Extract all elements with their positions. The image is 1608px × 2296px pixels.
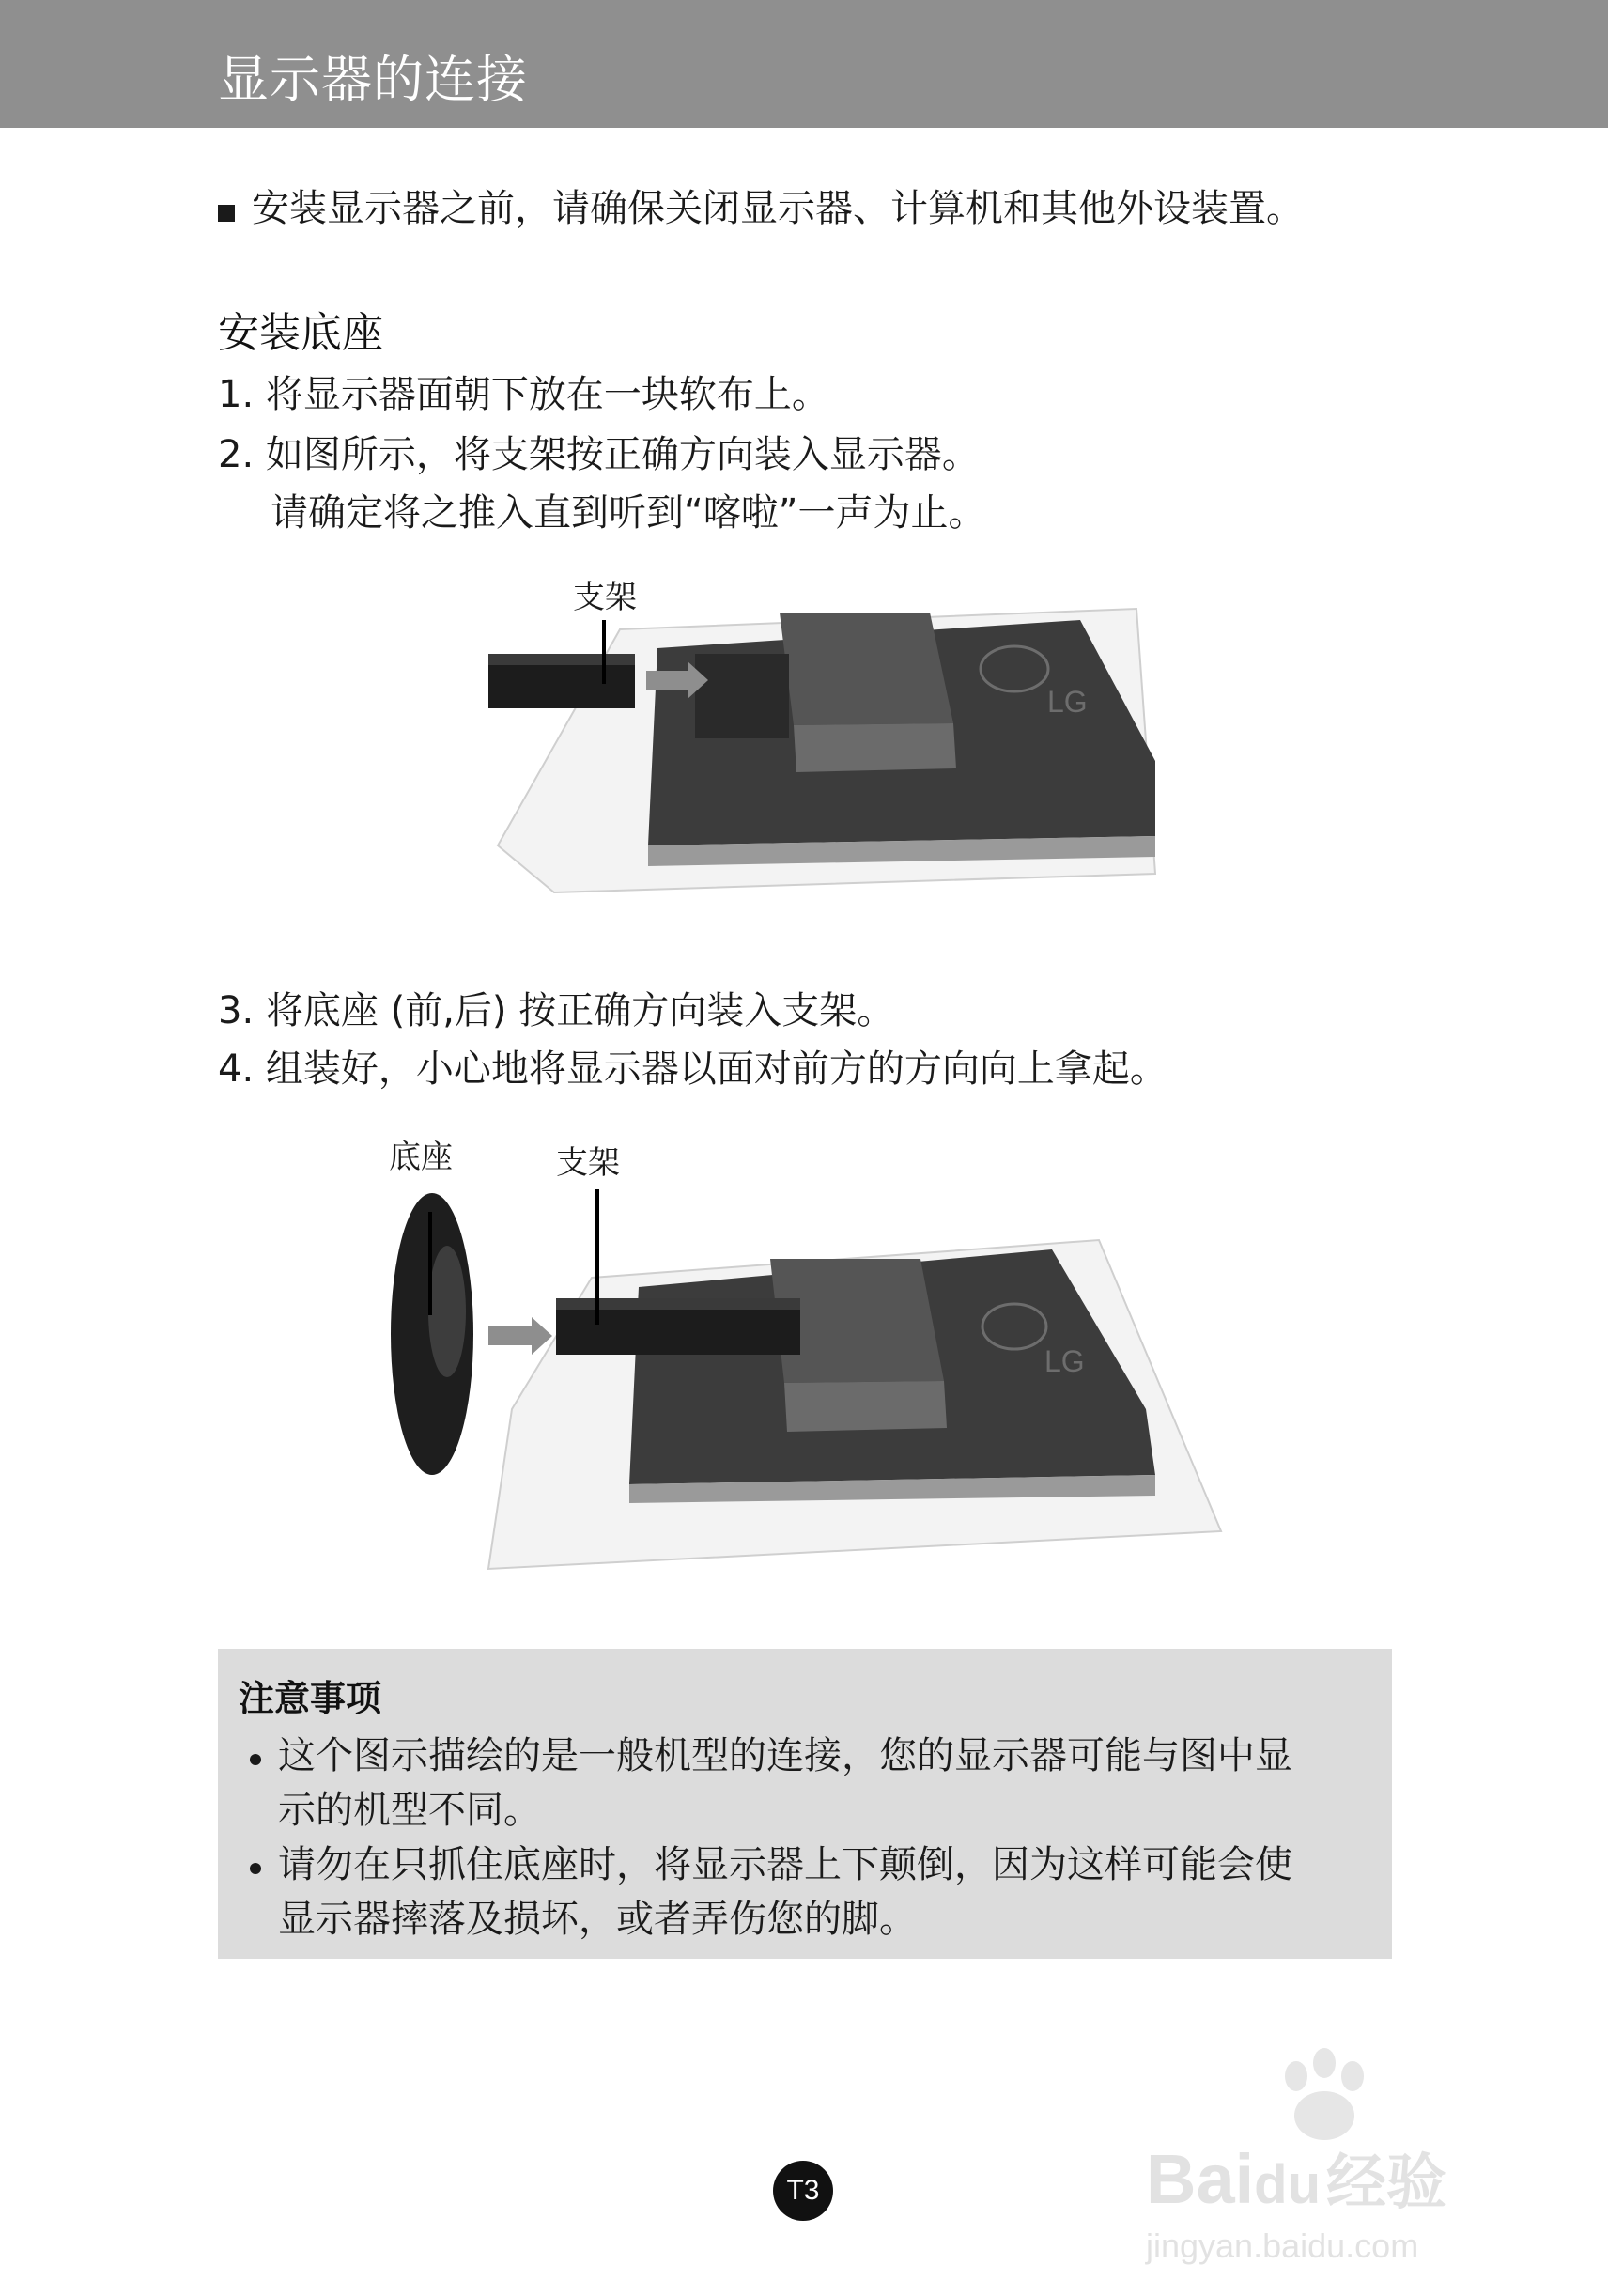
figure-base-install <box>376 1127 1230 1588</box>
lg-logo-2: LG <box>1044 1344 1085 1378</box>
page-title: 显示器的连接 <box>218 50 528 109</box>
figure-stand-install <box>479 564 1165 902</box>
step-3: 3. 将底座 (前,后) 按正确方向装入支架。 <box>218 989 895 1032</box>
label-stand: 支架 <box>573 579 637 616</box>
note-line-1: 这个图示描绘的是一般机型的连接，您的显示器可能与图中显 <box>278 1734 1292 1777</box>
note-box <box>218 1649 1392 1959</box>
base-install-illustration <box>376 1127 1230 1588</box>
step-2-note: 请确定将之推入直到听到“喀啦”一声为止。 <box>271 491 986 535</box>
watermark-brand-cn: 经验 <box>1326 2149 1447 2216</box>
square-bullet-icon <box>218 205 235 222</box>
note-line-2: 示的机型不同。 <box>278 1789 541 1832</box>
note-line-3: 请勿在只抓住底座时，将显示器上下颠倒，因为这样可能会使 <box>278 1843 1292 1886</box>
page-number: T3 <box>773 2161 833 2221</box>
watermark-brand-du: du <box>1254 2154 1322 2215</box>
intro-text: 安装显示器之前，请确保关闭显示器、计算机和其他外设装置。 <box>252 187 1304 230</box>
watermark-url: jingyan.baidu.com <box>1146 2226 1419 2265</box>
label-stand-2: 支架 <box>556 1144 620 1182</box>
step-4: 4. 组装好，小心地将显示器以面对前方的方向向上拿起。 <box>218 1047 1167 1091</box>
lg-logo: LG <box>1047 685 1088 719</box>
baidu-watermark <box>1146 2048 1559 2283</box>
round-bullet-icon <box>250 1754 261 1765</box>
round-bullet-icon <box>250 1863 261 1874</box>
note-title: 注意事项 <box>239 1678 382 1719</box>
step-2: 2. 如图所示，将支架按正确方向装入显示器。 <box>218 433 980 476</box>
label-base: 底座 <box>389 1139 453 1176</box>
section-title: 安装底座 <box>218 309 383 357</box>
step-1: 1. 将显示器面朝下放在一块软布上。 <box>218 373 829 416</box>
header-bar <box>0 0 1608 128</box>
note-line-4: 显示器摔落及损坏，或者弄伤您的脚。 <box>278 1898 917 1941</box>
watermark-brand-latin: Bai <box>1146 2140 1255 2218</box>
